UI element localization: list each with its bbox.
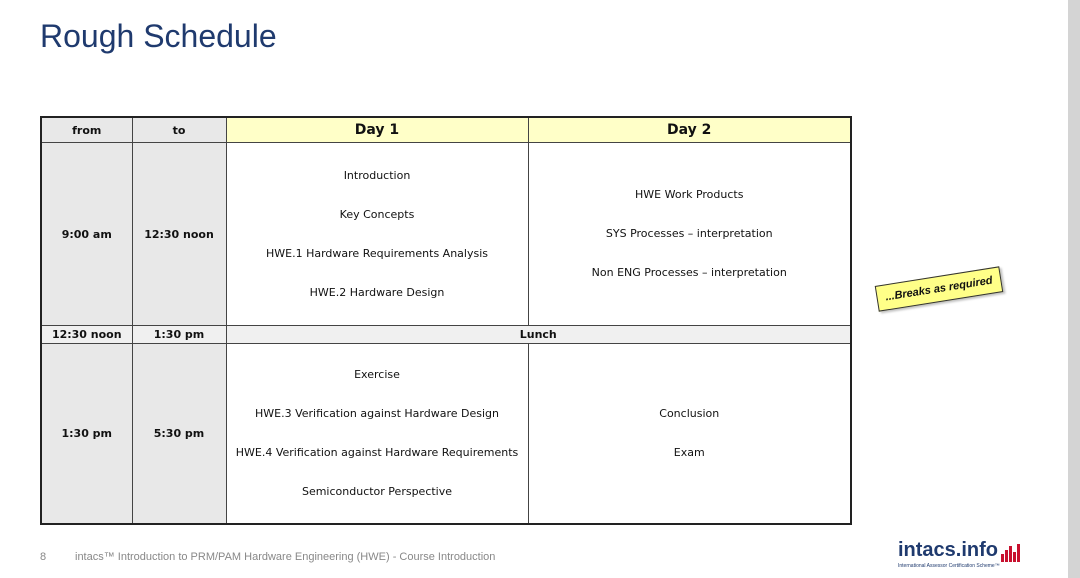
morning-day-1 — [226, 143, 528, 326]
lunch-label: Lunch — [226, 326, 851, 344]
afternoon-from: 1:30 pm — [41, 344, 132, 524]
afternoon-to: 5:30 pm — [132, 344, 226, 524]
slide-title: Rough Schedule — [40, 18, 277, 54]
list-item: Key Concepts — [339, 207, 415, 221]
header-to: to — [132, 117, 226, 143]
list-item: Non ENG Processes – interpretation — [591, 266, 787, 279]
list-item: HWE.4 Verification against Hardware Requirements — [235, 445, 519, 459]
morning-row — [41, 143, 851, 326]
morning-from: 9:00 am — [41, 143, 132, 326]
header-day-1: Day 1 — [226, 117, 528, 143]
logo-name: intacs.info — [898, 539, 999, 561]
intacs-logo — [898, 539, 1048, 569]
list-item: Semiconductor Perspective — [301, 484, 453, 498]
list-item: HWE.3 Verification against Hardware Design — [254, 406, 499, 420]
morning-to: 12:30 noon — [132, 143, 226, 326]
afternoon-day-1 — [226, 344, 528, 524]
afternoon-row — [41, 344, 851, 524]
list-item: HWE.2 Hardware Design — [309, 285, 445, 299]
list-item: Exam — [673, 445, 705, 459]
logo-wordmark — [898, 539, 1048, 562]
scroll-edge — [1068, 0, 1080, 578]
afternoon-day-2-list — [529, 407, 851, 460]
lunch-row — [41, 326, 851, 344]
list-item: SYS Processes – interpretation — [605, 227, 773, 240]
header-day-2: Day 2 — [528, 117, 851, 143]
logo-tagline: International Assessor Certification Scheme™ — [898, 563, 1000, 569]
morning-day-2 — [528, 143, 851, 326]
breaks-note: ...Breaks as required — [875, 266, 1004, 311]
afternoon-day-1-list — [227, 368, 528, 499]
lunch-to: 1:30 pm — [132, 326, 226, 344]
morning-day-1-list — [227, 169, 528, 300]
page-number: 8 — [40, 551, 47, 563]
schedule-table — [40, 116, 852, 525]
list-item: Exercise — [354, 367, 400, 381]
morning-day-2-list — [529, 188, 851, 280]
list-item: HWE.1 Hardware Requirements Analysis — [266, 246, 488, 260]
list-item: HWE Work Products — [635, 188, 744, 201]
bar-chart-icon — [1001, 544, 1021, 562]
lunch-from: 12:30 noon — [41, 326, 132, 344]
footer-text: intacs™ Introduction to PRM/PAM Hardware Engineering (HWE) - Course Introduction — [75, 551, 496, 563]
header-from: from — [41, 117, 132, 143]
header-row — [41, 117, 851, 143]
afternoon-day-2 — [528, 344, 851, 524]
list-item: Introduction — [343, 168, 411, 182]
list-item: Conclusion — [659, 406, 720, 420]
